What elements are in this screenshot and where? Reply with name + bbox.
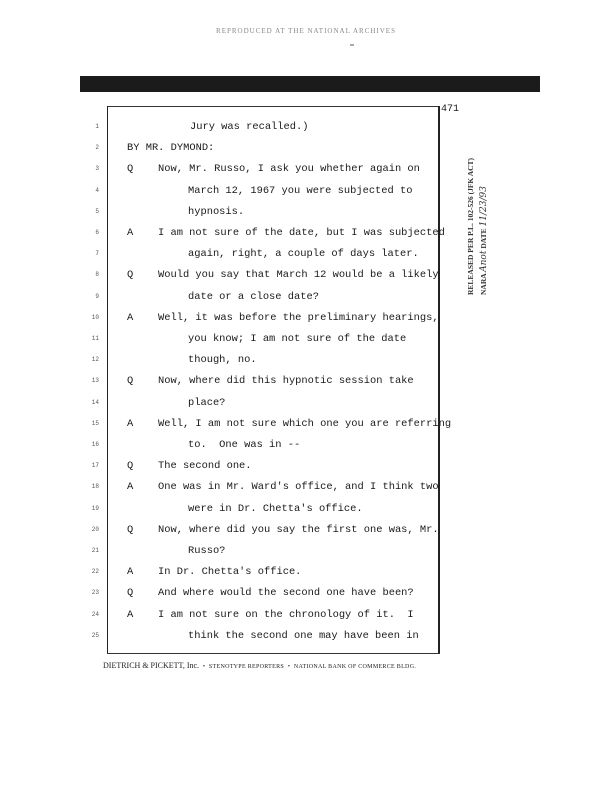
transcript-line [0, 331, 612, 347]
transcript-line [0, 373, 612, 389]
transcript-line [0, 352, 612, 368]
transcript-border-top [107, 106, 440, 107]
line-text: Would you say that March 12 would be a likely [158, 269, 439, 282]
firm-service: STENOTYPE REPORTERS [208, 664, 285, 670]
line-text: though, no. [188, 354, 257, 367]
transcript-line [0, 437, 612, 453]
line-number: 25 [91, 631, 99, 639]
speaker-label: Q [127, 523, 134, 536]
scan-speck [350, 44, 354, 46]
line-number: 10 [91, 313, 99, 321]
line-text: Well, it was before the preliminary hearings, [158, 311, 439, 324]
speaker-label: A [127, 227, 134, 239]
speaker-label: A [127, 608, 134, 621]
archives-stamp: REPRODUCED AT THE NATIONAL ARCHIVES [216, 27, 396, 35]
speaker-label: A [127, 417, 134, 430]
speaker-label: Q [127, 269, 134, 282]
transcript-line [0, 289, 612, 305]
line-text: place? [188, 396, 226, 409]
transcript-line [0, 183, 612, 199]
transcript-line [0, 564, 612, 580]
line-number: 15 [91, 419, 99, 427]
line-text: Russo? [188, 545, 226, 557]
line-number: 20 [91, 525, 99, 533]
line-text: think the second one may have been in [188, 629, 419, 642]
line-number: 3 [95, 165, 99, 173]
line-number: 7 [95, 250, 99, 258]
line-number: 18 [91, 483, 99, 491]
line-text: Now, where did this hypnotic session take [158, 375, 414, 388]
transcript-line [0, 119, 612, 135]
transcript-line [0, 310, 612, 326]
firm-location: NATIONAL BANK OF COMMERCE BLDG. [293, 664, 417, 670]
transcript-line [0, 479, 612, 495]
transcript-line [0, 395, 612, 411]
nara-label: NARA [479, 273, 488, 295]
speaker-label: Q [127, 163, 134, 176]
transcript-line [0, 543, 612, 559]
line-number: 19 [91, 504, 99, 512]
line-text: you know; I am not sure of the date [188, 333, 407, 345]
release-line: RELEASED PER P.L. 102-526 (JFK ACT) [466, 157, 475, 295]
speaker-label: Q [127, 375, 134, 388]
transcript-line [0, 607, 612, 623]
reviewer-initials: Anot [479, 250, 489, 272]
line-number: 13 [91, 377, 99, 385]
transcript-border-bottom [107, 653, 440, 654]
declassification-stamp [466, 158, 492, 295]
nara-line [479, 158, 492, 295]
line-number: 12 [91, 356, 99, 364]
line-number: 17 [91, 462, 99, 470]
line-text: again, right, a couple of days later. [188, 248, 419, 261]
transcript-line [0, 458, 612, 474]
line-number: 16 [91, 441, 99, 448]
line-text: to. One was in -- [188, 439, 301, 451]
transcript-line [0, 416, 612, 432]
line-number: 24 [91, 610, 99, 618]
reporter-footer: DIETRICH & PICKETT, Inc. • STENOTYPE REPORTERS • NATIONAL BANK OF COMMERCE BLDG. [103, 661, 417, 670]
speaker-label: A [127, 481, 134, 494]
line-number: 2 [95, 144, 99, 152]
date-label: DATE [479, 228, 488, 249]
line-number: 11 [91, 335, 99, 342]
line-text: hypnosis. [188, 205, 245, 218]
transcript-line [0, 246, 612, 262]
speaker-label: A [127, 311, 134, 324]
line-text: Now, Mr. Russo, I ask you whether again on [158, 163, 420, 176]
line-text: Well, I am not sure which one you are referring [158, 417, 452, 430]
line-number: 21 [91, 547, 99, 554]
line-number: 23 [91, 589, 99, 597]
line-text: Jury was recalled.) [190, 121, 309, 133]
page-number: 471 [441, 104, 460, 115]
line-number: 6 [95, 229, 99, 236]
transcript-line [0, 225, 612, 241]
line-text: I am not sure of the date, but I was subjected [158, 227, 445, 239]
speaker-label: Q [127, 587, 134, 600]
speaker-label: Q [127, 460, 134, 473]
line-number: 14 [91, 398, 99, 406]
line-text: were in Dr. Chetta's office. [188, 502, 363, 515]
speaker-label: A [127, 566, 134, 579]
release-date: 11/23/93 [479, 186, 489, 227]
line-text: In Dr. Chetta's office. [158, 566, 302, 579]
line-number: 9 [95, 292, 99, 300]
line-number: 8 [95, 271, 99, 279]
transcript-line [0, 140, 612, 156]
line-text: I am not sure on the chronology of it. I [158, 608, 414, 621]
line-text: One was in Mr. Ward's office, and I think two [158, 481, 439, 494]
transcript-line [0, 522, 612, 538]
line-number: 1 [95, 123, 99, 130]
transcript-line [0, 267, 612, 283]
firm-name: DIETRICH & PICKETT, Inc. [103, 661, 200, 670]
transcript-line [0, 204, 612, 220]
line-text: date or a close date? [188, 290, 319, 303]
transcript-line [0, 628, 612, 644]
redaction-bar [80, 76, 540, 92]
line-text: BY MR. DYMOND: [127, 142, 215, 155]
transcript-line [0, 161, 612, 177]
transcript-line [0, 501, 612, 517]
line-text: March 12, 1967 you were subjected to [188, 184, 413, 197]
transcript-line [0, 585, 612, 601]
line-text: The second one. [158, 460, 252, 473]
line-number: 5 [95, 207, 99, 215]
line-number: 4 [95, 186, 99, 194]
line-text: Now, where did you say the first one was, Mr. [158, 523, 439, 536]
line-number: 22 [91, 568, 99, 576]
line-text: And where would the second one have been? [158, 587, 414, 600]
